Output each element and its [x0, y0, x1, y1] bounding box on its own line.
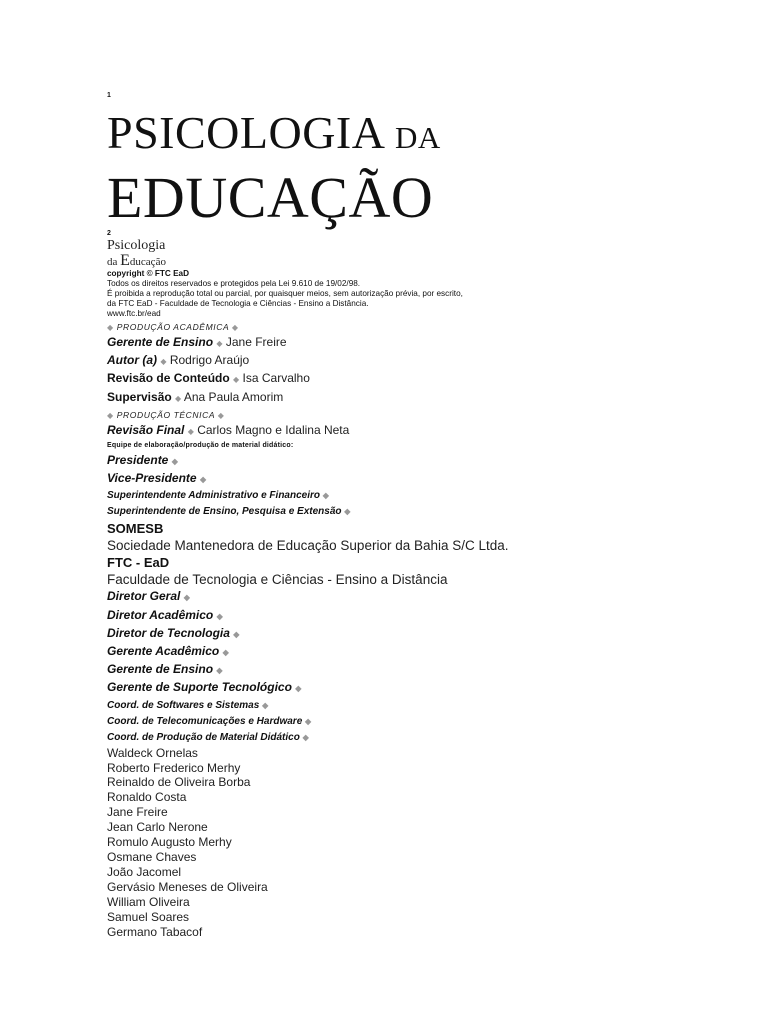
role-row: Presidente ◆ [107, 453, 178, 468]
diamond-icon: ◆ [187, 426, 194, 436]
page-number: 2 [107, 230, 111, 237]
role-row: Superintendente Administrativo e Financeiro ◆ [107, 490, 329, 502]
names-list [107, 746, 727, 940]
diamond-icon: ◆ [216, 666, 223, 676]
credit-row: Revisão de Conteúdo ◆ Isa Carvalho [107, 371, 310, 386]
list-item: Osmane Chaves [107, 849, 197, 864]
copyright-block [107, 269, 727, 319]
copyright-line: Todos os direitos reservados e protegidos pela Lei 9.610 de 19/02/98. [107, 279, 361, 288]
section-heading-producao-tecnica: ◆ PRODUÇÃO TÉCNICA ◆ [107, 409, 225, 420]
list-item: Samuel Soares [107, 909, 190, 924]
title-line-1 [107, 109, 727, 162]
role-row: Coord. de Softwares e Sistemas ◆ [107, 699, 269, 711]
subtitle-cap: E [120, 252, 130, 269]
document-page [107, 92, 727, 939]
diamond-icon: ◆ [305, 716, 312, 726]
role-row: Vice-Presidente ◆ [107, 471, 207, 486]
subtitle-prefix: da [107, 256, 118, 268]
list-item: Gervásio Meneses de Oliveira [107, 879, 268, 894]
role-row: Coord. de Produção de Material Didático ◆ [107, 731, 309, 743]
list-item: Germano Tabacof [107, 924, 203, 939]
diamond-icon: ◆ [295, 684, 302, 694]
copyright-line: da FTC EaD - Faculdade de Tecnologia e Ciências - Ensino a Distância. [107, 299, 369, 308]
diamond-icon: ◆ [171, 457, 178, 467]
diamond-icon: ◆ [107, 410, 114, 420]
diamond-icon: ◆ [107, 323, 114, 332]
role-row: Diretor Geral ◆ [107, 589, 190, 604]
role-row: Coord. de Telecomunicações e Hardware ◆ [107, 715, 312, 727]
title-line-2: EDUCAÇÃO [107, 165, 434, 230]
diamond-icon: ◆ [216, 611, 223, 621]
list-item: Romulo Augusto Merhy [107, 835, 232, 850]
subtitle-line-1: Psicologia [107, 238, 166, 253]
subtitle-line-2 [107, 254, 727, 269]
role-row: Gerente de Suporte Tecnológico ◆ [107, 680, 302, 695]
role-row: Diretor de Tecnologia ◆ [107, 625, 240, 640]
page-number: 1 [107, 92, 111, 99]
list-item: William Oliveira [107, 894, 190, 909]
diamond-icon: ◆ [175, 393, 182, 403]
list-item: Jane Freire [107, 805, 168, 820]
credit-row: Supervisão ◆ Ana Paula Amorim [107, 389, 284, 404]
list-item: Roberto Frederico Merhy [107, 760, 241, 775]
credit-row: Gerente de Ensino ◆ Jane Freire [107, 335, 287, 349]
org-description: Sociedade Mantenedora de Educação Superior da Bahia S/C Ltda. [107, 538, 509, 554]
role-row: Superintendente de Ensino, Pesquisa e Extensão ◆ [107, 506, 351, 518]
subtitle-rest: ducação [129, 256, 166, 268]
team-heading: Equipe de elaboração/produção de material didático: [107, 442, 294, 450]
role-row: Gerente de Ensino ◆ [107, 662, 223, 677]
title-da: DA [394, 120, 441, 155]
list-item: Waldeck Ornelas [107, 745, 198, 760]
diamond-icon: ◆ [344, 507, 351, 517]
section-heading-producao-academica: ◆ PRODUÇÃO ACADÊMICA ◆ [107, 322, 239, 332]
credit-row: Revisão Final ◆ Carlos Magno e Idalina Neta [107, 422, 350, 437]
copyright-line: copyright © FTC EaD [107, 269, 189, 278]
diamond-icon: ◆ [183, 593, 190, 603]
list-item: Reinaldo de Oliveira Borba [107, 775, 251, 790]
diamond-icon: ◆ [222, 648, 229, 658]
diamond-icon: ◆ [216, 339, 223, 348]
org-name-ftc: FTC - EaD [107, 555, 170, 571]
list-item: João Jacomel [107, 864, 182, 879]
diamond-icon: ◆ [217, 410, 225, 420]
diamond-icon: ◆ [160, 357, 167, 367]
diamond-icon: ◆ [199, 475, 207, 485]
list-item: Jean Carlo Nerone [107, 820, 208, 835]
title-main: PSICOLOGIA [107, 107, 383, 158]
credit-row: Autor (a) ◆ Rodrigo Araújo [107, 353, 250, 368]
diamond-icon: ◆ [233, 629, 240, 639]
diamond-icon: ◆ [231, 323, 239, 332]
role-row: Diretor Acadêmico ◆ [107, 607, 223, 622]
org-name-somesb: SOMESB [107, 521, 164, 537]
website-link[interactable]: www.ftc.br/ead [107, 309, 161, 318]
diamond-icon: ◆ [322, 491, 329, 501]
role-row: Gerente Acadêmico ◆ [107, 644, 229, 659]
copyright-line: É proibida a reprodução total ou parcial, por quaisquer meios, sem autorização prévia, por escrito, [107, 289, 463, 298]
list-item: Ronaldo Costa [107, 790, 187, 805]
org-description: Faculdade de Tecnologia e Ciências - Ensino a Distância [107, 572, 448, 588]
diamond-icon: ◆ [233, 375, 240, 385]
diamond-icon: ◆ [302, 732, 309, 742]
diamond-icon: ◆ [262, 700, 269, 710]
